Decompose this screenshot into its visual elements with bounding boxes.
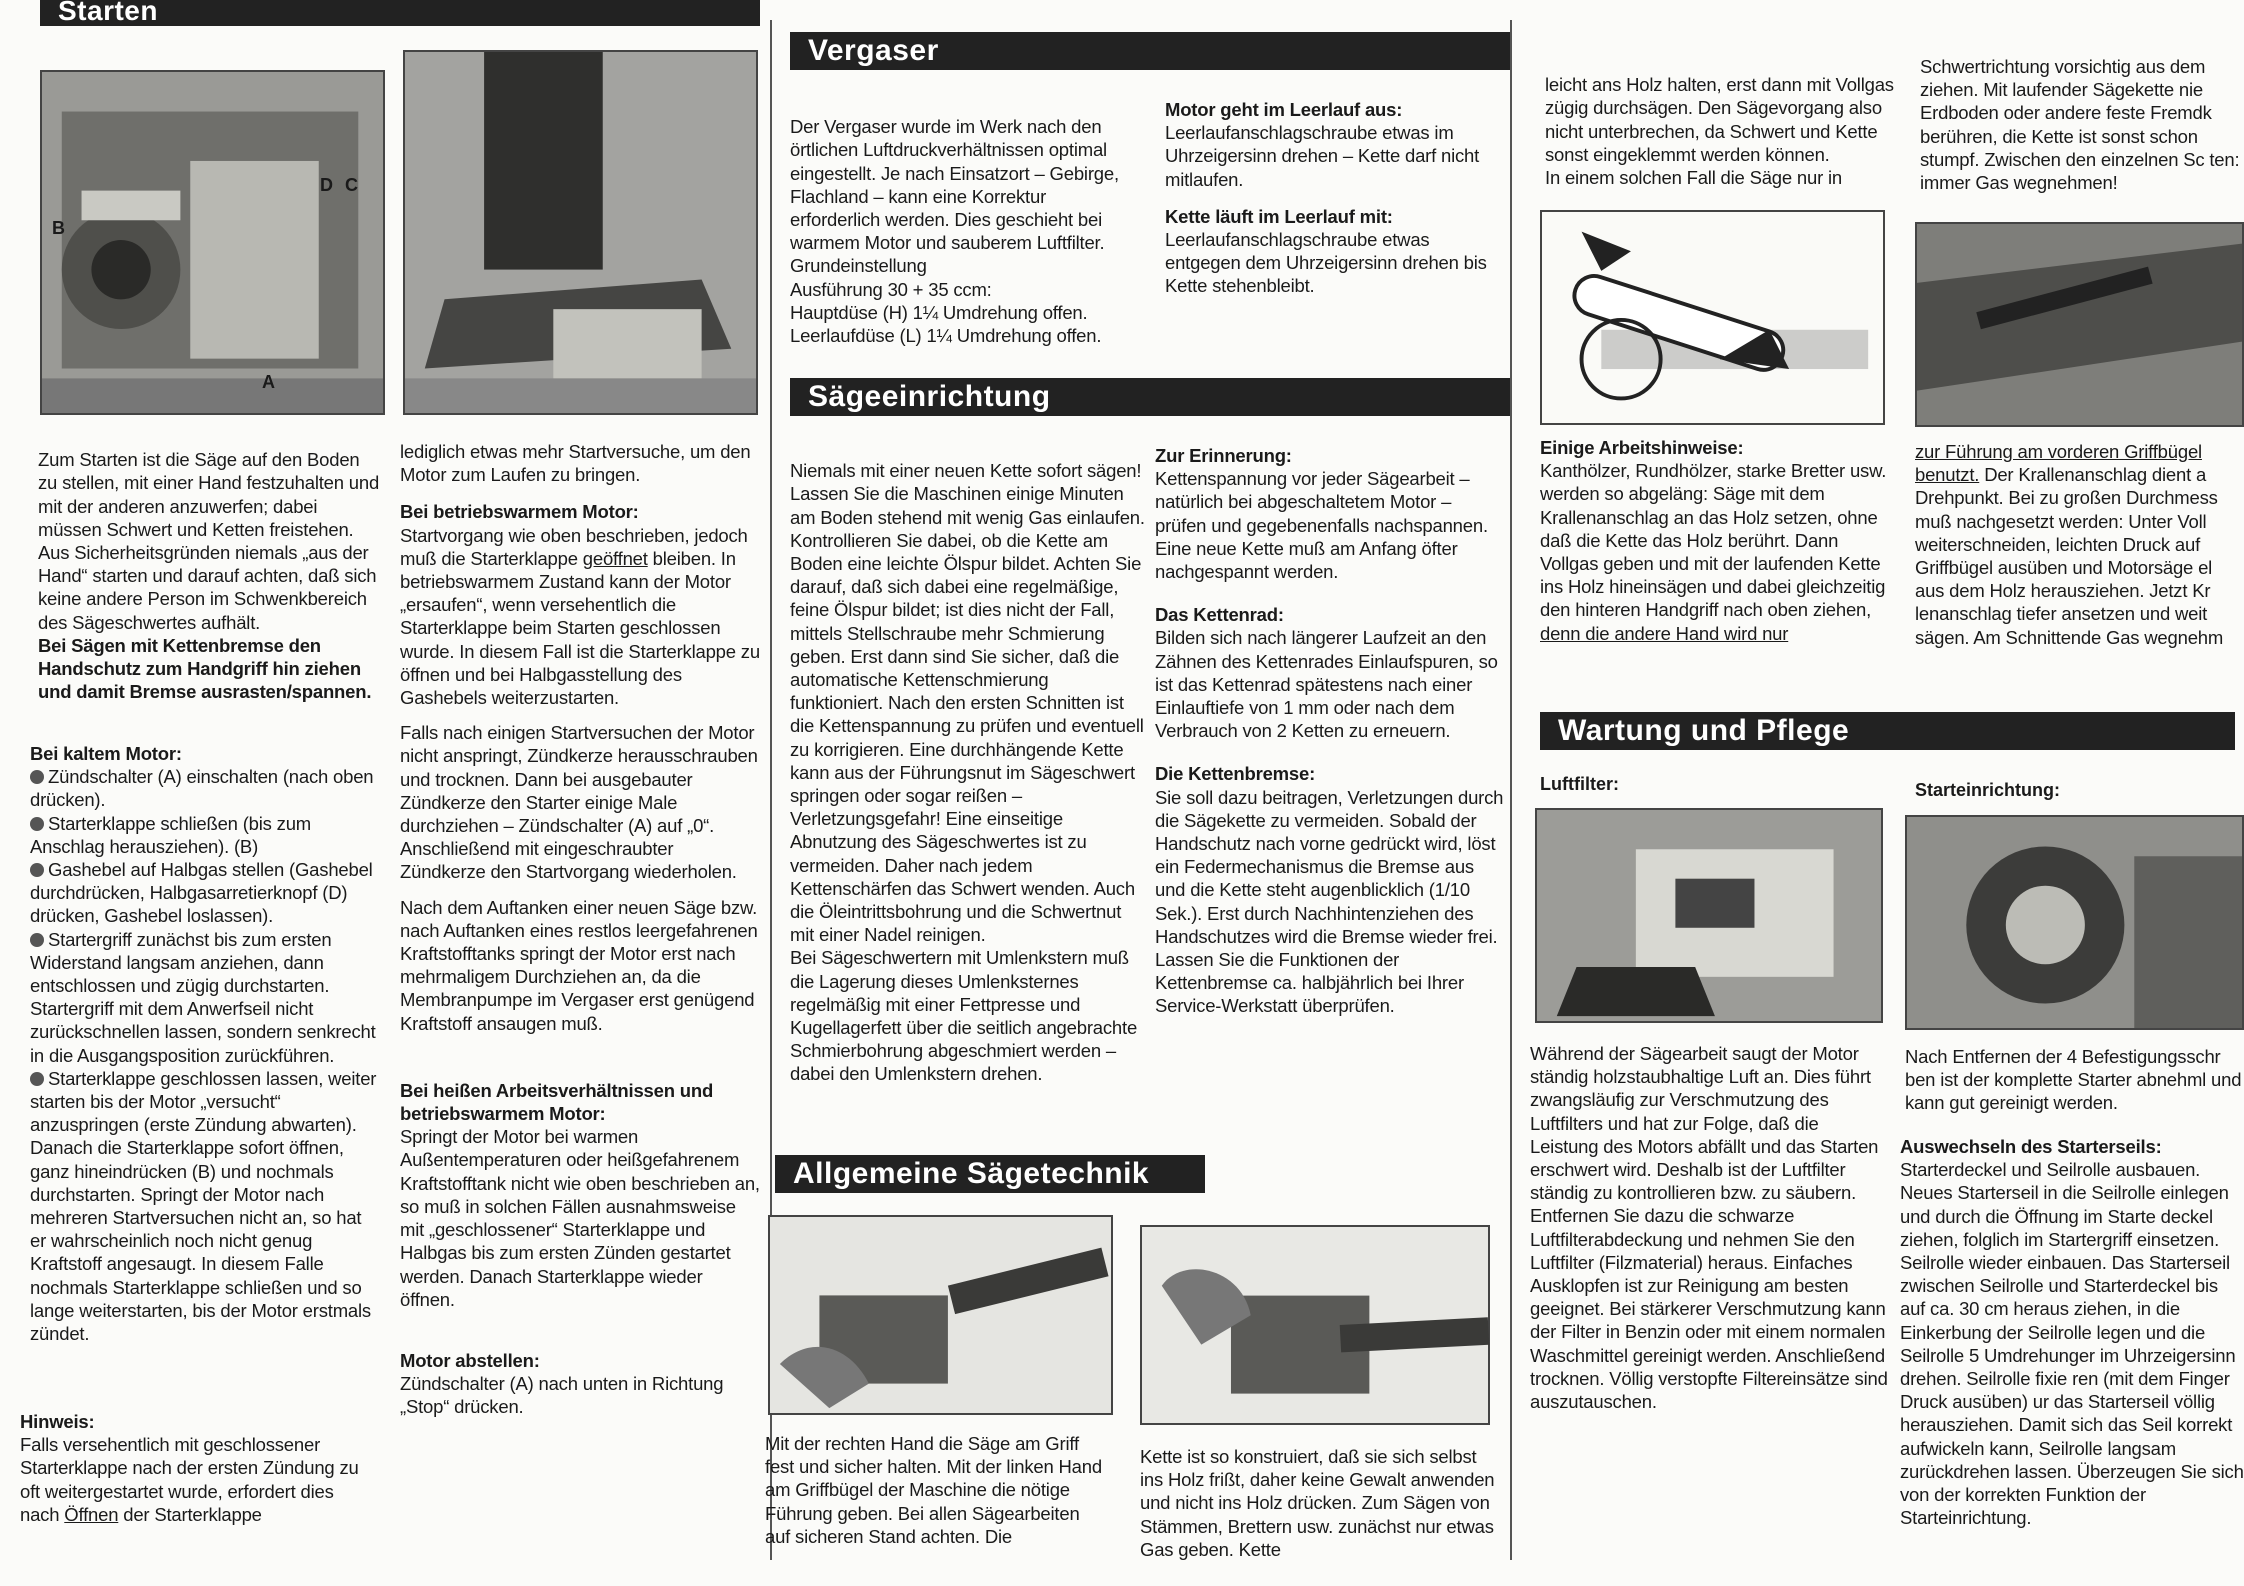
hint-text: Falls versehentlich mit geschlossener Starterklappe nach der ersten Zündung zu oft weitergestartet wurde, erfordert dies nach — [20, 1434, 359, 1525]
starten-intro-bold: Bei Sägen mit Kettenbremse den Handschutz zum Handgriff hin ziehen und damit Bremse ausrasten/spannen. — [38, 634, 372, 703]
cold-item — [30, 928, 380, 1067]
air-filter-text — [1530, 1042, 1890, 1502]
work-hints-heading: Einige Arbeitshinweise: — [1540, 437, 1744, 458]
col5-mid-text: Der Krallenanschlag dient a Drehpunkt. Bei zu großen Durchmess muß nachgesetzt werden: Unter Voll weiterschneiden, leichten Druck auf Griffbügel ausüben und Motorsäge el aus dem Holz herausziehen. Jetzt Kr lenanschlag tiefer ansetzen und weit sägen. Am Schnittende Gas wegnehm — [1915, 464, 2224, 648]
hint-heading: Hinweis: — [20, 1411, 95, 1432]
warm-engine-heading: Bei betriebswarmem Motor: — [400, 501, 639, 523]
cold-item — [30, 1067, 380, 1345]
bullet-icon — [30, 817, 44, 831]
cold-item — [30, 765, 380, 811]
cold-item-text: Startergriff zunächst bis zum ersten Widerstand langsam anziehen, dann entschlossen und zügig durchstarten. Startergriff mit dem Anwerfseil nicht zurückschnellen lassen, sondern senkrecht in die Ausgangsposition zurückführen. — [30, 928, 376, 1066]
photo-label-b: B — [52, 218, 65, 238]
section-banner-saegeeinrichtung — [790, 378, 1510, 416]
banner-title: Wartung und Pflege — [1558, 714, 1850, 747]
col5-starter-text — [1905, 1045, 2244, 1125]
log-cutting-photo — [1915, 222, 2244, 427]
air-filter-photo — [1535, 808, 1883, 1023]
section-banner-vergaser — [790, 32, 1510, 70]
bullet-icon — [30, 770, 44, 784]
photo-label-c: C — [345, 175, 358, 195]
technik-right — [1140, 1445, 1500, 1565]
col5-seil — [1900, 1135, 2244, 1565]
saege-right — [1155, 444, 1505, 1124]
photo-label-d: D — [320, 175, 333, 195]
vergaser-left-text: Der Vergaser wurde im Werk nach den örtlichen Luftdruckverhältnissen optimal eingestellt. Je nach Einsatzort – Gebirge, Flachland – kann eine Korrektur erforderlich werden. Dies geschieht bei warmem Motor und sauberem Luftfilter. Grundeinstellung Ausführung 30 + 35 ccm: Hauptdüse (H) 1¼ Umdrehung offen. Leerlaufdüse (L) 1¼ Umdrehung offen. — [790, 116, 1119, 347]
starter-label: Starteinrichtung: — [1915, 780, 2061, 800]
col2-p2: Falls nach einigen Startversuchen der Motor nicht anspringt, Zündkerze herausschrauben und trocknen. Dann bei ausgebauter Zündkerze den Starter einige Male durchziehen – Zündschalter (A) auf „0“. Anschließend mit eingeschraubter Zündkerze den Startvorgang wiederholen. — [400, 722, 758, 883]
banner-title: Starten — [58, 0, 158, 26]
work-hints-text: Kanthölzer, Rundhölzer, starke Bretter usw. werden so abgeläng: Säge mit dem Krallenanschlag an das Holz setzen, ohne daß die Kette das Holz berührt. Dann Vollgas geben und mit der laufenden Kette ins Holz hineinsägen und dabei gleichzeitig den hinteren Handgriff nach oben ziehen, — [1540, 460, 1887, 621]
hot-engine-text: Springt der Motor bei warmen Außentemperaturen oder heißgefahrenem Kraftstofftank nicht wie oben beschrieben an, so muß in solchen Fällen ausnahmsweise mit „geschlossener“ Starterklappe und Halbgas bis zum ersten Zünden gestartet werden. Danach Starterklappe wieder öffnen. — [400, 1126, 760, 1310]
col4-top — [1545, 50, 1895, 200]
starten-intro-text: Zum Starten ist die Säge auf den Boden zu stellen, mit einer Hand festzuhalten und mit der anderen anzuwerfen; dabei müssen Schwert und Ketten freistehen. Aus Sicherheitsgründen niemals „aus der Hand“ starten und darauf achten, daß sich keine andere Person im Schwenkbereich des Sägeschwertes aufhält. — [38, 449, 380, 633]
reminder-heading: Zur Erinnerung: — [1155, 445, 1292, 466]
sprocket-heading: Das Kettenrad: — [1155, 604, 1284, 626]
sawing-technique-photo-2 — [1140, 1225, 1490, 1425]
brake-heading: Die Kettenbremse: — [1155, 763, 1316, 785]
warm-underline: geöffnet — [582, 547, 648, 569]
technik-left-text: Mit der rechten Hand die Säge am Griff fest und sicher halten. Mit der linken Hand am Griffbügel der Maschine die nötige Führung geben. Bei allen Sägearbeiten auf sicheren Stand achten. Die — [765, 1433, 1102, 1547]
column-divider — [1510, 20, 1512, 1560]
reminder-text: Kettenspannung vor jeder Sägearbeit – natürlich bei abgeschaltetem Motor – prüfen und gegebenenfalls nachspannen. Eine neue Kette muß am Anfang öfter nachgespannt werden. — [1155, 468, 1488, 583]
air-filter-body: Während der Sägearbeit saugt der Motor ständig holzstaubhaltige Luft an. Dies führt zwangsläufig zur Verschmutzung des Luftfilters und hat zur Folge, daß die Leistung des Motors abfällt und das Starten erschwert wird. Deshalb ist der Luftfilter ständig zu kontrollieren bzw. zu säubern. Entfernen Sie dazu die schwarze Luftfilterabdeckung und nehmen Sie den Luftfilter (Filzmaterial) heraus. Einfaches Ausklopfen ist zur Reinigung am besten geeignet. Bei stärkerer Verschmutzung kann der Filter in Benzin oder mit einem normalen Waschmittel gereinigt werden. Anschließend trocknen. Völlig verstopfte Filtereinsätze sind auszutauschen. — [1530, 1043, 1888, 1413]
starter-photo — [1905, 815, 2244, 1030]
cold-engine-section — [30, 742, 380, 1382]
hint-section — [20, 1410, 375, 1560]
hint-tail: der Starterklappe — [123, 1503, 262, 1525]
technik-right-text: Kette ist so konstruiert, daß sie sich selbst ins Holz frißt, daher keine Gewalt anwenden und nicht ins Holz drücken. Zum Sägen von Stämmen, Brettern usw. zunächst nur etwas Gas geben. Kette — [1140, 1446, 1495, 1560]
starten-intro — [38, 425, 383, 703]
section-banner-saegetechnik — [775, 1155, 1205, 1193]
col2-text — [400, 440, 760, 1560]
starter-body: Nach Entfernen der 4 Befestigungsschr ben ist der komplette Starter abnehml und kann gut gereinigt werden. — [1905, 1046, 2242, 1114]
brake-text: Sie soll dazu beitragen, Verletzungen durch die Sägekette zu vermeiden. Sobald der Handschutz nach vorne gedrückt wird, löst ein Federmechanismus die Bremse aus und die Kette steht augenblicklich (1/10 Sek.). Erst durch Nachhintenziehen des Handschutzes wird die Bremse wieder frei. Lassen Sie die Funktionen der Kettenbremse ca. halbjährlich bei Ihrer Service-Werkstatt überprüfen. — [1155, 786, 1504, 1017]
air-filter-label: Luftfilter: — [1540, 774, 1619, 794]
idle-run-text: Leerlaufanschlagschraube etwas entgegen dem Uhrzeigersinn drehen bis Kette stehenbleibt. — [1165, 229, 1487, 297]
work-hints-underline: denn die andere Hand wird nur — [1540, 622, 1789, 644]
banner-title: Vergaser — [808, 34, 939, 67]
rope-text: Starterdeckel und Seilrolle ausbauen. Neues Starterseil in die Seilrolle einlegen und durch die Öffnung im Starte deckel ziehen, folglich im Startergriff einsetzen. Seilrolle wieder einbauen. Das Starterseil zwischen Seilrolle und Starterdeckel bis auf ca. 30 cm heraus ziehen, in die Einkerbung der Seilrolle legen und die Seilrolle 5 Umdrehunger im Uhrzeigersinn drehen. Seilrolle fixie ren (mit dem Finger Druck ausüben) ur das Starterseil völlig herausziehen. Damit sich das Seil korrekt aufwickeln kann, Seilrolle langsam zurückdrehen lassen. Überzeugen Sie sich von der korrekten Funktion der Starteinrichtung. — [1900, 1159, 2244, 1529]
rope-heading: Auswechseln des Starterseils: — [1900, 1136, 2162, 1157]
bullet-icon — [30, 933, 44, 947]
saege-left-text: Niemals mit einer neuen Kette sofort sägen! Lassen Sie die Maschinen einige Minuten am Boden stehend mit wenig Gas einlaufen. Kontrollieren Sie dabei, ob die Kette am Boden eine leichte Ölspur bildet. Achten Sie darauf, daß sich dabei eine regelmäßige, feine Ölspur bildet; ist dies nicht der Fall, mittels Stellschraube mehr Schmierung geben. Erst dann sind Sie sicher, daß die automatische Kettenschmierung funktioniert. Nach den ersten Schnitten ist die Kettenspannung zu prüfen und eventuell zu korrigieren. Eine durchhängende Kette kann aus der Führungsnut im Sägeschwert springen oder sogar reißen – Verletzungsgefahr! Eine einseitige Abnutzung des Sägeschwertes ist zu vermeiden. Daher nach jedem Kettenschärfen das Schwert wenden. Auch die Öleintrittsbohrung und die Schwertnut mit einer Nadel reinigen. Bei Sägeschwertern mit Umlenkstern muß die Lagerung dieses Umlenksternes regelmäßig mit einer Fettpresse und Kugellagerfett über die seitlich angebrachte Schmierbohrung abgeschmiert werden – dabei den Umlenkstern drehen. — [790, 460, 1145, 1085]
sawing-technique-photo-1 — [768, 1215, 1113, 1415]
cold-item — [30, 858, 380, 928]
idle-off-text: Leerlaufanschlagschraube etwas im Uhrzeigersinn drehen – Kette darf nicht mitlaufen. — [1165, 122, 1480, 190]
cold-engine-heading: Bei kaltem Motor: — [30, 743, 182, 764]
warm-engine-text — [400, 524, 760, 710]
cold-item-text: Starterklappe geschlossen lassen, weiter starten bis der Motor „versucht“ anzuspringen (erste Zündung abwarten). Danach die Starterklappe sofort öffnen, ganz hineindrücken (B) und nochmals durchstarten. Springt der Motor nach mehreren Startversuchen nicht an, so hat er wahrscheinlich noch nicht genug Kraftstoff angesaugt. In diesem Falle nochmals Starterklappe schließen und so lange weiterstarten, bis der Motor erstmals zündet. — [30, 1067, 377, 1345]
chainsaw-start-foot-photo — [403, 50, 758, 415]
vergaser-right — [1165, 98, 1505, 328]
col4-hints — [1540, 436, 1890, 656]
col5-top — [1920, 55, 2244, 205]
banner-title: Sägeeinrichtung — [808, 380, 1051, 413]
bullet-icon — [30, 863, 44, 877]
banner-title: Allgemeine Sägetechnik — [793, 1157, 1150, 1190]
vergaser-left — [790, 92, 1140, 347]
stop-heading: Motor abstellen: — [400, 1349, 540, 1371]
col5-top-text: Schwertrichtung vorsichtig aus dem ziehen. Mit laufender Sägekette nie Erdboden oder andere feste Fremdk berühren, die Kette ist sonst schon stumpf. Zwischen den einzelnen Sc ten: immer Gas wegnehmen! — [1920, 56, 2240, 194]
saege-left — [790, 436, 1145, 1136]
photo-label-a: A — [262, 372, 275, 392]
col4-top-text: leicht ans Holz halten, erst dann mit Vollgas zügig durchsägen. Den Sägevorgang also nicht unterbrechen, da Schwert und Kette sonst eingeklemmt werden können. In einem solchen Fall die Säge nur in — [1545, 74, 1894, 189]
cold-item-text: Starterklappe schließen (bis zum Anschlag herausziehen). (B) — [30, 812, 311, 857]
technik-left — [765, 1432, 1105, 1562]
cutting-guide-illustration — [1540, 210, 1885, 425]
col5-underline: zur Führung am vorderen Griffbügel benutzt. — [1915, 441, 2202, 486]
chainsaw-engine-photo — [40, 70, 385, 415]
cold-item-text: Zündschalter (A) einschalten (nach oben drücken). — [30, 766, 374, 811]
cold-item — [30, 812, 380, 858]
idle-off-heading: Motor geht im Leerlauf aus: — [1165, 99, 1403, 120]
col2-intro: lediglich etwas mehr Startversuche, um den Motor zum Laufen zu bringen. — [400, 441, 751, 486]
sprocket-text: Bilden sich nach längerer Laufzeit an den Zähnen des Kettenrades Einlaufspuren, so ist das Kettenrad spätestens nach einer Einlauftiefe von 1 mm oder nach dem Verbrauch von 2 Ketten zu erneuern. — [1155, 627, 1498, 742]
stop-text: Zündschalter (A) nach unten in Richtung „Stop“ drücken. — [400, 1373, 724, 1418]
warm-text-a: Startvorgang wie oben beschrieben, jedoch muß die Starterklappe — [400, 524, 748, 569]
section-banner-wartung — [1540, 712, 2235, 750]
bullet-icon — [30, 1072, 44, 1086]
col5-mid — [1915, 440, 2244, 665]
section-banner-starten — [40, 0, 760, 26]
hint-underline: Öffnen — [64, 1503, 119, 1525]
warm-text-b: bleiben. In betriebswarmem Zustand kann der Motor „ersaufen“, wenn versehentlich die Starterklappe beim Starten geschlossen wurde. In diesem Fall ist die Starterklappe zu öffnen und bei Halbgasstellung des Gashebels weiterzustarten. — [400, 547, 760, 709]
cold-item-text: Gashebel auf Halbgas stellen (Gashebel durchdrücken, Halbgasarretierknopf (D) drücken, Gashebel loslassen). — [30, 859, 373, 927]
hot-engine-heading: Bei heißen Arbeitsverhältnissen und betriebswarmem Motor: — [400, 1079, 714, 1125]
idle-run-heading: Kette läuft im Leerlauf mit: — [1165, 205, 1393, 227]
col2-p3: Nach dem Auftanken einer neuen Säge bzw. nach Auftanken eines restlos leergefahrenen Kraftstofftanks springt der Motor erst nach mehrmaligem Durchziehen an, da die Membranpumpe im Vergaser erst genügend Kraftstoff ansaugen muß. — [400, 896, 758, 1034]
